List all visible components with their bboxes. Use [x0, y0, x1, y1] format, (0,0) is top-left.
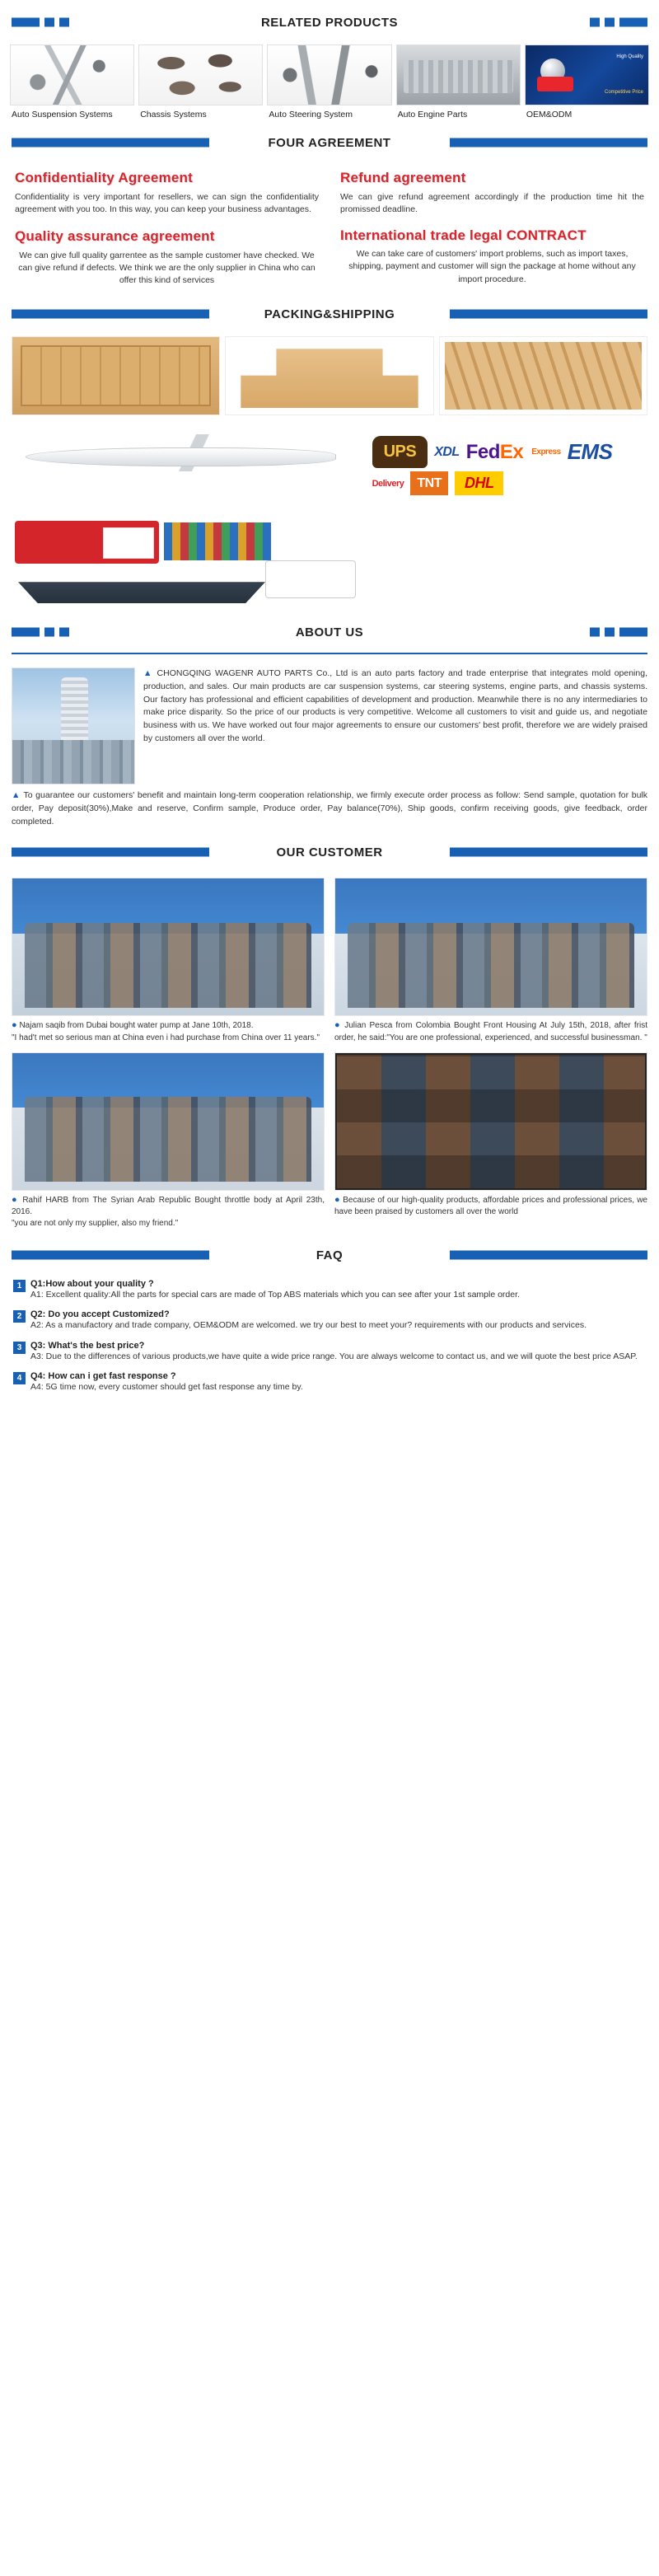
deco-bar: [450, 138, 647, 148]
section-title: FAQ: [298, 1248, 361, 1262]
deco-bar: [450, 848, 647, 857]
deco-bar: [12, 138, 209, 148]
product-thumbnail[interactable]: [267, 44, 391, 105]
customer-card-4: [334, 1052, 647, 1229]
product-caption: Auto Steering System: [269, 110, 353, 119]
containers-icon: [164, 522, 271, 560]
ups-logo: UPS: [372, 436, 428, 468]
shipping-images: [0, 419, 659, 514]
product-card-engine[interactable]: [396, 44, 521, 120]
deco-bar: [59, 18, 69, 27]
deco-bar: [450, 310, 647, 319]
corner-protectors-image: [439, 336, 647, 415]
customer-caption: [334, 1191, 647, 1218]
carton-box-image: [12, 336, 220, 415]
oem-badge-line1: High Quality: [616, 54, 644, 59]
bullet-icon: ●: [334, 1194, 341, 1205]
bullet-icon: ●: [12, 1020, 17, 1031]
customer-quote: "you are not only my supplier, also my friend.": [12, 1219, 179, 1229]
oem-badge-image: [526, 45, 648, 105]
product-caption: Auto Engine Parts: [397, 110, 468, 119]
section-title: RELATED PRODUCTS: [243, 16, 416, 30]
divider: [12, 653, 647, 654]
faq-question: Q2: Do you accept Customized?: [30, 1309, 170, 1320]
xdl-logo: XDL: [434, 444, 460, 459]
section-header-faq: [0, 1241, 659, 1269]
faq-answer: A1: Excellent quality:All the parts for special cars are made of Top ABS materials which you can see after your 1st sample order.: [30, 1290, 520, 1300]
customer-photo: [12, 1052, 325, 1191]
product-card-oem[interactable]: [525, 44, 649, 120]
agreement-title: Quality assurance agreement: [15, 227, 215, 244]
section-title: FOUR AGREEMENT: [250, 136, 409, 150]
triangle-bullet-icon: ▲: [12, 790, 21, 801]
deco-bar: [590, 18, 600, 27]
customer-caption: [12, 1016, 325, 1043]
section-header-related-products: [0, 8, 659, 36]
chassis-parts-image: [139, 45, 262, 105]
customer-photo: [12, 878, 325, 1016]
red-truck-icon: [15, 521, 159, 564]
customer-headline: Najam saqib from Dubai bought water pump at Jane 10th, 2018.: [19, 1021, 254, 1031]
customer-headline: Because of our high-quality products, affordable prices and professional prices, we have been praised by customers all over the world: [334, 1195, 647, 1217]
agreement-quality-assurance: [15, 228, 319, 288]
customer-card-1: [12, 878, 325, 1043]
product-card-steering[interactable]: [267, 44, 391, 120]
customers-grid: [0, 871, 659, 1233]
faq-body: [30, 1279, 646, 1301]
agreement-text: We can take care of customers' import problems, such as import taxes, shipping, payment and customer will sign the package at home without any import procedure.: [348, 249, 636, 284]
customer-headline: Rahif HARB from The Syrian Arab Republic Bought throttle body at April 23th, 2016.: [12, 1195, 325, 1217]
faq-item[interactable]: [13, 1309, 646, 1332]
ground-sea-shipping: [0, 514, 659, 610]
faq-question: Q1:How about your quality ?: [30, 1279, 154, 1290]
faq-number: 3: [13, 1342, 26, 1354]
about-us-block: [0, 661, 659, 785]
packing-images: [0, 333, 659, 419]
cargo-plane-icon: [12, 420, 362, 499]
company-building-photo: [12, 667, 135, 785]
cargo-ship-icon: [18, 570, 265, 603]
product-caption: OEM&ODM: [526, 110, 573, 119]
faq-body: [30, 1341, 646, 1363]
agreement-international-trade: [340, 228, 644, 288]
product-thumbnail[interactable]: [138, 44, 263, 105]
agreement-text: We can give refund agreement accordingly if the production time hit the promissed deadline.: [340, 192, 644, 215]
order-process-text: To guarantee our customers' benefit and maintain long-term cooperation relationship, we firmly execute order process as follow: Send sample, quotation for bulk order, Pay deposit(30%),Make and reserve, Confirm sample, Produce order, Pay balance(70%), Ship goods, confirm receiving goods, give feedback, order completed.: [12, 790, 648, 827]
people-group: [348, 923, 634, 1008]
faq-answer: A3: Due to the differences of various products,we have quite a wide price range. You are always welcome to contact us, and we will quote the best price ASAP.: [30, 1351, 638, 1361]
people-group: [25, 923, 311, 1008]
bullet-icon: ●: [12, 1194, 19, 1205]
engine-parts-image: [397, 45, 520, 105]
product-thumbnail[interactable]: [525, 44, 649, 105]
faq-answer: A4: 5G time now, every customer should get fast response any time by.: [30, 1381, 303, 1392]
agreement-confidentiality: [15, 170, 319, 216]
deco-bar: [44, 18, 54, 27]
deco-bar: [12, 628, 40, 637]
agreement-title: Confidentiality Agreement: [15, 170, 193, 186]
customer-photo-collage: [334, 1052, 647, 1191]
deco-bar: [12, 848, 209, 857]
certification-stamp: [537, 77, 573, 91]
shipping-spacer: [367, 516, 647, 607]
white-van-icon: [265, 560, 356, 598]
agreement-text: We can give full quality garrentee as the sample customer have checked. We can give refund if defects. We think we are the only supplier in China who can offer this kind of services: [18, 250, 315, 285]
agreement-title: Refund agreement: [340, 170, 466, 186]
product-caption: Chassis Systems: [140, 110, 207, 119]
faq-question: Q3: What's the best price?: [30, 1340, 145, 1351]
agreements-grid: [0, 162, 659, 292]
faq-item[interactable]: [13, 1279, 646, 1301]
customer-caption: [12, 1191, 325, 1229]
section-header-four-agreement: [0, 129, 659, 157]
faq-number: 1: [13, 1280, 26, 1292]
express-logos: [367, 420, 647, 511]
air-freight-image: [12, 420, 362, 511]
ems-logo: EMS: [567, 439, 613, 465]
deco-bar: [605, 628, 615, 637]
dhl-logo: DHL: [455, 471, 504, 495]
section-title: ABOUT US: [278, 625, 381, 639]
about-us-paragraph: CHONGQING WAGENR AUTO PARTS Co., Ltd is an auto parts factory and trade enterprise that integrates mold opening, production, and sales. Our main products are car suspension systems, car steering systems, engine parts, and chassis systems. Our factory has professional and efficient capabilities of development and production. Meanwhile there is no any intermediaries to make price disparity. So the price of our products is very competitive. Welcome all customers to visit and guide us, and negotiate business with us. We have worked out four major agreements to ensure our customers' best profit, therefore we are widely praised by customers all over the world.: [143, 668, 647, 743]
section-title: PACKING&SHIPPING: [246, 307, 414, 321]
faq-answer: A2: As a manufactory and trade company, OEM&ODM are welcomed. we try our best to meet your? requirements with our products and services.: [30, 1320, 587, 1331]
people-group: [25, 1097, 311, 1182]
product-card-chassis[interactable]: [138, 44, 263, 120]
fedex-logo-part-a: Fed: [465, 440, 500, 463]
tnt-logo: TNT: [410, 471, 448, 495]
customer-headline: Julian Pesca from Colombia Bought Front Housing At July 15th, 2018, after frist order, he said:"You are one professional, experienced, and successful businessman. ": [334, 1021, 647, 1042]
product-card-suspension[interactable]: [10, 44, 134, 120]
faq-item[interactable]: [13, 1371, 646, 1393]
stacked-boxes-image: [225, 336, 433, 415]
section-header-about-us: [0, 618, 659, 646]
truck-and-ship-image: [12, 516, 362, 607]
related-products-list: [0, 41, 659, 120]
section-header-our-customer: [0, 838, 659, 866]
section-header-packing-shipping: [0, 300, 659, 328]
logistics-illustration: [12, 516, 362, 607]
customer-quote: "I had't met so serious man at China even i had purchase from China over 11 years.": [12, 1033, 320, 1042]
product-thumbnail[interactable]: [396, 44, 521, 105]
product-caption: Auto Suspension Systems: [12, 110, 113, 119]
faq-question: Q4: How can i get fast response ?: [30, 1370, 176, 1381]
deco-bar: [44, 628, 54, 637]
faq-body: [30, 1309, 646, 1332]
suspension-parts-image: [11, 45, 133, 105]
triangle-bullet-icon: ▲: [143, 668, 154, 679]
deco-bar: [605, 18, 615, 27]
deco-bar: [590, 628, 600, 637]
deco-bar: [59, 628, 69, 637]
faq-list: [0, 1274, 659, 1417]
customer-card-2: [334, 878, 647, 1043]
deco-bar: [12, 310, 209, 319]
deco-bar: [12, 1251, 209, 1260]
order-process-note: [0, 785, 659, 830]
deco-bar: [619, 18, 647, 27]
oem-badge-line2: Competitive Price: [605, 90, 644, 95]
customer-caption: [334, 1016, 647, 1043]
page: [0, 8, 659, 1417]
steering-parts-image: [268, 45, 390, 105]
bullet-icon: ●: [334, 1020, 342, 1031]
agreement-refund: [340, 170, 644, 216]
faq-item[interactable]: [13, 1341, 646, 1363]
ems-delivery-label: Delivery: [372, 478, 404, 489]
deco-bar: [12, 18, 40, 27]
agreement-title: International trade legal CONTRACT: [340, 227, 587, 243]
deco-bar: [450, 1251, 647, 1260]
deco-bar: [619, 628, 647, 637]
section-title: OUR CUSTOMER: [258, 845, 400, 859]
customer-card-3: [12, 1052, 325, 1229]
fedex-express-label: Express: [531, 447, 561, 457]
agreement-text: Confidentiality is very important for resellers, we can sign the confidentiality agreement with you too. In this way, you can keep your business advantages.: [15, 192, 319, 215]
logo-wall: [367, 420, 647, 511]
faq-body: [30, 1371, 646, 1393]
about-us-text: [143, 667, 647, 785]
product-thumbnail[interactable]: [10, 44, 134, 105]
fedex-logo: [466, 436, 524, 468]
cityscape-shape: [12, 740, 134, 784]
fedex-logo-part-b: Ex: [499, 440, 524, 463]
faq-number: 2: [13, 1310, 26, 1323]
customer-photo: [334, 878, 647, 1016]
faq-number: 4: [13, 1372, 26, 1384]
